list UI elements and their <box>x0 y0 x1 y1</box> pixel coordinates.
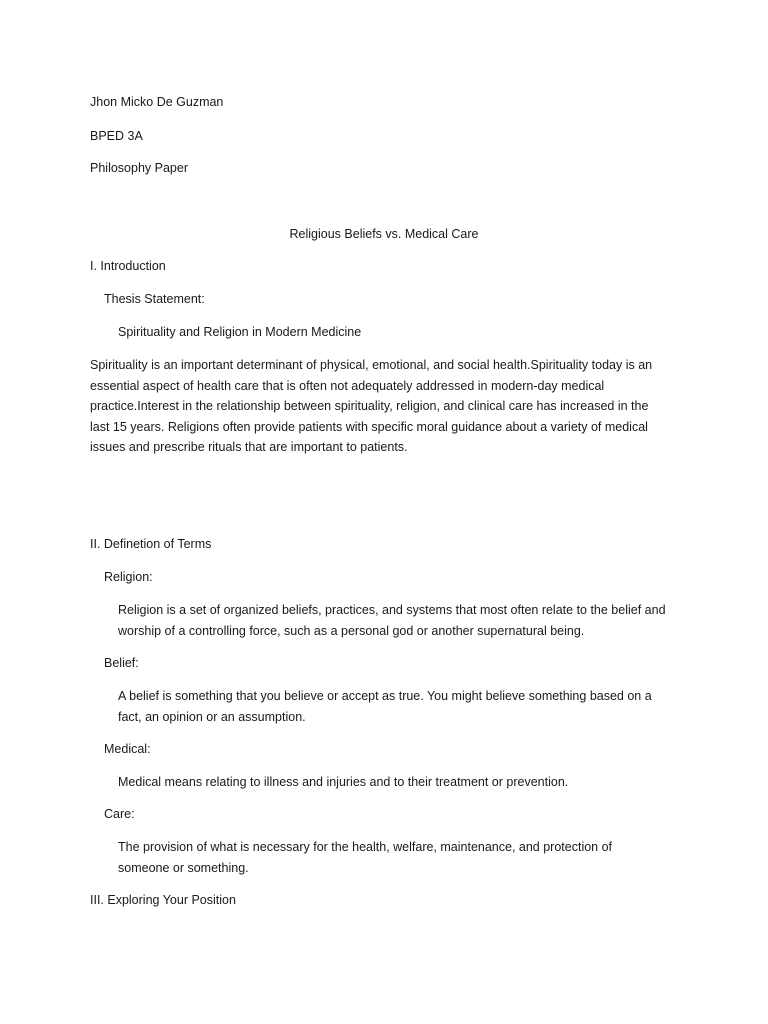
position-heading: III. Exploring Your Position <box>90 893 236 907</box>
thesis-label: Thesis Statement: <box>104 292 205 306</box>
introduction-paragraph <box>90 355 652 458</box>
paper-type: Philosophy Paper <box>90 161 188 175</box>
paragraph-line: Spirituality is an important determinant of physical, emotional, and social health.Spirituality today is an <box>90 358 653 372</box>
definition-line: fact, an opinion or an assumption. <box>118 709 306 724</box>
definitions-heading: II. Definetion of Terms <box>90 537 212 551</box>
term-religion: Religion: <box>104 570 153 584</box>
class-section: BPED 3A <box>90 129 143 143</box>
definition-care <box>118 837 612 878</box>
definition-line: Medical means relating to illness and injuries and to their treatment or prevention. <box>118 775 569 789</box>
author-name: Jhon Micko De Guzman <box>90 95 224 109</box>
paragraph-line: practice.Interest in the relationship between spirituality, religion, and clinical care has increased in the <box>90 399 649 413</box>
definition-line: A belief is something that you believe or accept as true. You might believe something based on a <box>118 689 652 703</box>
definition-religion <box>118 600 666 641</box>
definition-line: Religion is a set of organized beliefs, practices, and systems that most often relate to the belief and <box>118 603 666 617</box>
introduction-heading: I. Introduction <box>90 259 166 273</box>
definition-line: worship of a controlling force, such as a personal god or another supernatural being. <box>118 623 585 638</box>
paragraph-line: last 15 years. Religions often provide patients with specific moral guidance about a variety of medical <box>90 419 648 434</box>
term-medical: Medical: <box>104 742 151 756</box>
definition-medical <box>118 772 568 793</box>
term-care: Care: <box>104 807 135 821</box>
definition-line: someone or something. <box>118 860 249 875</box>
paragraph-line: essential aspect of health care that is often not adequately addressed in modern-day medical <box>90 378 605 393</box>
paragraph-line: issues and prescribe rituals that are important to patients. <box>90 440 408 454</box>
definition-belief <box>118 686 652 727</box>
paper-title: Religious Beliefs vs. Medical Care <box>289 227 479 241</box>
thesis-statement: Spirituality and Religion in Modern Medicine <box>118 325 362 339</box>
definition-line: The provision of what is necessary for the health, welfare, maintenance, and protection of <box>118 840 613 854</box>
term-belief: Belief: <box>104 656 139 670</box>
